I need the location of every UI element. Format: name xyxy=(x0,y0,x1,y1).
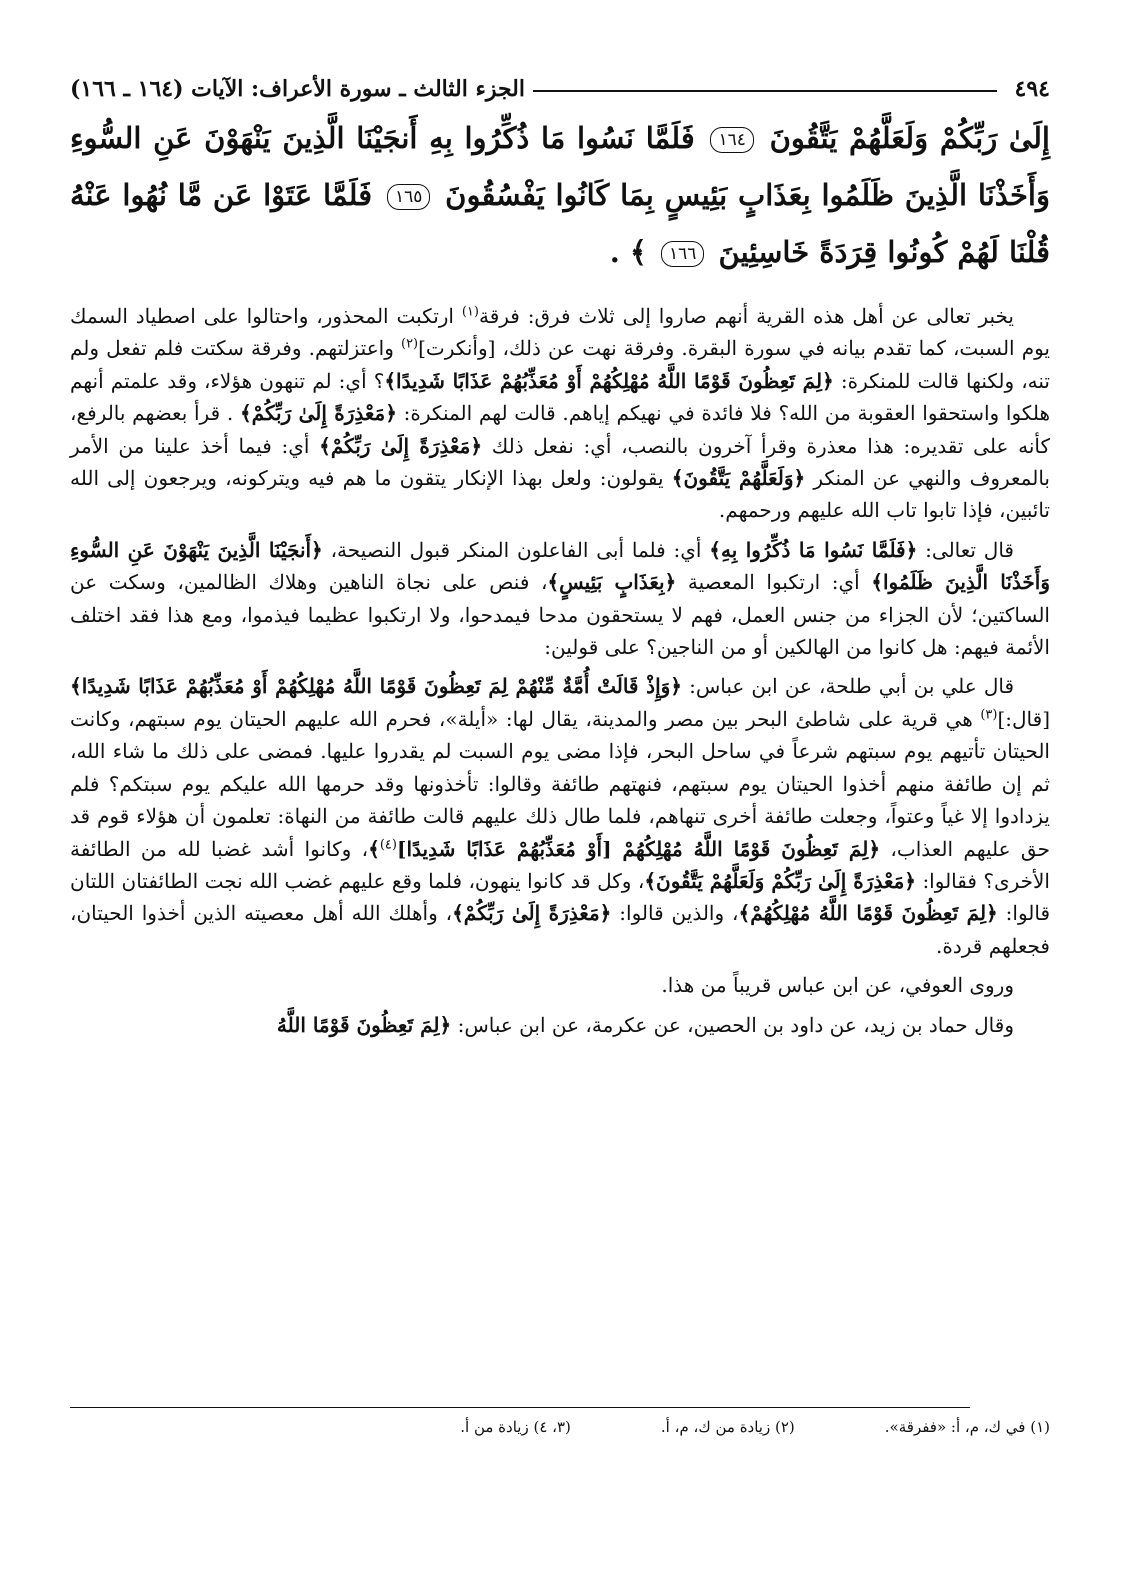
quran-verses xyxy=(70,110,1050,281)
paragraph-text: ؟ أي: لم تنهون هؤلاء، وقد علمتم أنهم هلكوا واستحقوا العقوبة من الله؟ فلا فائدة في نهيكم إياهم. قالت لهم المنكرة: xyxy=(70,368,1051,426)
paragraph-text: وروى العوفي، عن ابن عباس قريباً من هذا. xyxy=(661,973,1014,998)
page-number: ٤٩٤ xyxy=(1014,76,1050,102)
paragraph-text: قال علي بن أبي طلحة، عن ابن عباس: xyxy=(682,674,1014,699)
quran-quote: ﴿لِمَ تَعِظُونَ قَوْمًا اللَّهُ xyxy=(276,1012,452,1037)
paragraph-text: أي: ارتكبوا المعصية xyxy=(676,570,872,595)
paragraph-text: يقولون: ولعل بهذا الإنكار يتقون ما هم فيه ويتركونه، ويرجعون إلى الله تائبين، فإذا تابوا تاب الله عليهم ورحمهم. xyxy=(70,466,1050,523)
running-title: الجزء الثالث ـ سورة الأعراف: الآيات (١٦٤ ـ ١٦٦) xyxy=(70,76,525,102)
page-header xyxy=(70,62,1050,102)
quran-quote: ﴿وَإِذْ قَالَتْ أُمَّةٌ مِّنْهُمْ لِمَ تَعِظُونَ قَوْمًا اللَّهُ مُهْلِكُهُمْ أَوْ مُعَذِّبُهُمْ عَذَابًا شَدِيدًا﴾ xyxy=(70,674,683,699)
footnote-ref: (٣) xyxy=(980,707,998,723)
verse-number-marker: ١٦٦ xyxy=(661,241,704,267)
paragraph-text: أي: فيما أخذ علينا من الأمر بالمعروف والنهي عن المنكر xyxy=(70,433,1050,491)
verse-text: فَلَمَّا عَتَوْا عَن مَّا نُهُوا عَنْهُ قُلْنَا لَهُمْ كُونُوا قِرَدَةً خَاسِئِينَ xyxy=(70,178,1050,269)
paragraph-text: هي قرية على شاطئ البحر بين مصر والمدينة، يقال لها: «أيلة»، فحرم الله عليهم الحيتان يوم سبتهم، وكانت الحيتان تأتيهم يوم سبتهم شرعاً في ساحل البحر، فإذا مضى يوم السبت لم يقدروا عليها. فمضى على ذلك ما شاء الله، ثم إن طائفة منهم أخذوا الحيتان يوم سبتهم، فنهتهم طائفة وقالوا: تأخذونها وقد حرمها الله عليكم يوم سبتكم؟ فلم يزدادوا إلا غياً وعتواً، وجعلت طائفة أخرى تنهاهم، فلما طال ذلك عليهم قالت طائفة من النهاة: تعلمون أن هؤلاء قوم قد حق عليهم العذاب، xyxy=(70,706,1050,861)
footnote-ref: (٤) xyxy=(379,836,397,852)
footnote: (١) في ك، م، أ: «ففرقة». xyxy=(884,1418,1050,1436)
footnote-ref: (٢) xyxy=(400,336,419,352)
paragraph-text: ، وكانوا أشد غضبا لله من الطائفة الأخرى؟ فقالوا: xyxy=(70,836,1050,893)
commentary-body xyxy=(70,300,1050,1048)
paragraph xyxy=(70,969,1050,1001)
footnote-separator xyxy=(70,1407,970,1408)
quran-quote: ﴿فَلَمَّا نَسُوا مَا ذُكِّرُوا بِهِ﴾ xyxy=(709,537,918,562)
paragraph xyxy=(70,670,1050,962)
paragraph-text: أي: فلما أبى الفاعلون المنكر قبول النصيحة، xyxy=(322,537,710,562)
paragraph xyxy=(70,1009,1050,1041)
paragraph-text: واعتزلتهم. وفرقة سكتت فلم تفعل ولم تنه، ولكنها قالت للمنكرة: xyxy=(70,336,1051,393)
header-rule xyxy=(533,90,997,92)
quran-quote: ﴿مَعْذِرَةً إِلَىٰ رَبِّكُمْ وَلَعَلَّهُمْ يَتَّقُونَ﴾ xyxy=(644,868,917,893)
quran-quote: ﴿لِمَ تَعِظُونَ قَوْمًا اللَّهُ مُهْلِكُهُمْ﴾ xyxy=(738,901,998,926)
footnote: (٢) زيادة من ك، م، أ. xyxy=(660,1418,795,1436)
paragraph-text: [قال:] xyxy=(997,706,1050,731)
quran-quote: ﴿أَنجَيْنَا الَّذِينَ يَنْهَوْنَ عَنِ السُّوءِ وَأَخَذْنَا الَّذِينَ ظَلَمُوا﴾ xyxy=(70,537,1050,595)
quran-quote-end: ﴾ xyxy=(368,836,380,861)
paragraph-text: . قرأ بعضهم بالرفع، كأنه على تقديره: هذا معذرة وقرأ آخرون بالنصب، أي: نفعل ذلك xyxy=(70,401,1050,458)
footnote: (٣، ٤) زيادة من أ. xyxy=(460,1418,571,1436)
verse-text: إِلَىٰ رَبِّكُمْ وَلَعَلَّهُمْ يَتَّقُونَ xyxy=(769,121,1050,155)
paragraph-text: وقال حماد بن زيد، عن داود بن الحصين، عن عكرمة، عن ابن عباس: xyxy=(451,1012,1014,1037)
verse-number-marker: ١٦٤ xyxy=(710,127,753,153)
quran-quote: ﴿وَلَعَلَّهُمْ يَتَّقُونَ﴾ xyxy=(671,466,806,491)
paragraph-text: ، والذين قالوا: xyxy=(611,901,739,926)
footnotes xyxy=(70,1418,1050,1436)
quran-quote: ﴿لِمَ تَعِظُونَ قَوْمًا اللَّهُ مُهْلِكُهُمْ أَوْ مُعَذِّبُهُمْ عَذَابًا شَدِيدًا﴾ xyxy=(384,368,834,393)
paragraph xyxy=(70,534,1050,664)
footnote-ref: (١) xyxy=(461,304,479,320)
paragraph-text: ارتكبت المحذور، واحتالوا على اصطياد السمك يوم السبت، كما تقدم بيانه في سورة البقرة. وفرقة نهت عن ذلك، [وأنكرت] xyxy=(70,304,1050,361)
quran-quote: ﴿مَعْذِرَةً إِلَىٰ رَبِّكُمْ﴾ xyxy=(452,901,612,926)
paragraph xyxy=(70,300,1050,527)
quran-quote: ﴿مَعْذِرَةً إِلَىٰ رَبِّكُمْ﴾ xyxy=(319,433,483,458)
verse-number-marker: ١٦٥ xyxy=(387,184,430,210)
quran-quote: ﴿مَعْذِرَةً إِلَىٰ رَبِّكُمْ﴾ xyxy=(239,401,397,426)
paragraph-text: قال تعالى: xyxy=(917,537,1014,562)
quran-quote: ﴿لِمَ تَعِظُونَ قَوْمًا اللَّهُ مُهْلِكُهُمْ [أَوْ مُعَذِّبُهُمْ عَذَابًا شَدِيدًا] xyxy=(396,836,881,861)
verse-end-bracket: ﴾ . xyxy=(609,235,647,269)
paragraph-text: ، فنص على نجاة الناهين وهلاك الظالمين، وسكت عن الساكتين؛ لأن الجزاء من جنس العمل، فهم لا يستحقون مدحا فيمدحوا، ولا ارتكبوا عظيما فيذموا، ومع هذا فقد اختلف الأئمة فيهم: هل كانوا من الهالكين أو من الناجين؟ على قولين: xyxy=(70,570,1050,660)
quran-quote: ﴿بِعَذَابٍ بَئِيسٍ﴾ xyxy=(547,570,677,595)
paragraph-text: ، وأهلك الله أهل معصيته الذين أخذوا الحيتان، فجعلهم قردة. xyxy=(70,901,1050,958)
paragraph-text: ، وكل قد كانوا ينهون، فلما وقع عليهم غضب الله نجت الطائفتان اللتان قالوا: xyxy=(70,868,1051,926)
verse-text: فَلَمَّا نَسُوا مَا ذُكِّرُوا بِهِ أَنجَيْنَا الَّذِينَ يَنْهَوْنَ عَنِ السُّوءِ وَأَخَذْنَا الَّذِينَ ظَلَمُوا بِعَذَابٍ بَئِيسٍ بِمَا كَانُوا يَفْسُقُونَ xyxy=(70,121,1050,212)
paragraph-text: يخبر تعالى عن أهل هذه القرية أنهم صاروا إلى ثلاث فرق: فرقة xyxy=(478,304,1014,328)
